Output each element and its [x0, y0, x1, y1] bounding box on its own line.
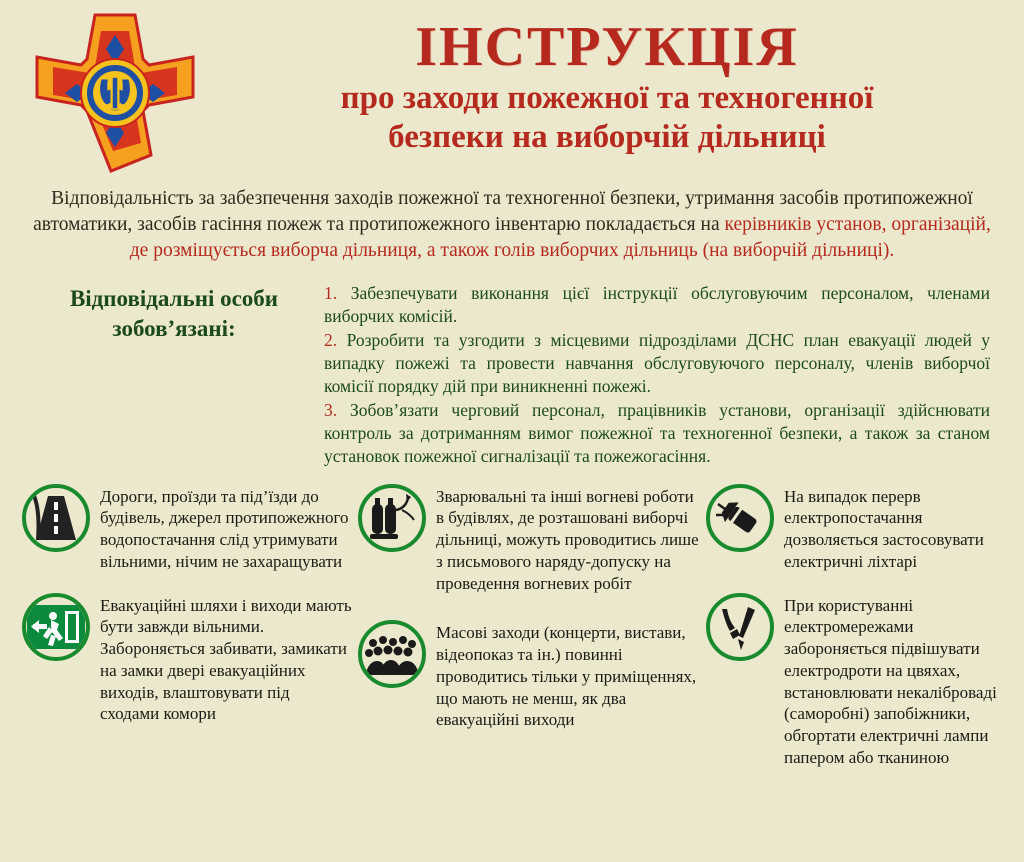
rules-column-1 [22, 484, 352, 789]
crowd-icon [358, 620, 426, 688]
responsible-item-1-number: 1. [324, 282, 338, 303]
rule-block-nail-wire [706, 593, 1002, 769]
emergency-exit-icon-wrap [22, 593, 92, 663]
rules-column-3 [706, 484, 1002, 789]
poster-header [0, 0, 1024, 180]
responsible-item-1-text: Забезпечувати виконання цієї інструкції обслуговуючим персоналом, членами виборчих комісій. [324, 282, 990, 326]
responsible-item-1 [324, 282, 990, 328]
flashlight-icon [706, 484, 774, 552]
responsible-list [324, 282, 1000, 470]
welding-equipment-icon-wrap [358, 484, 428, 554]
rule-block-emergency-exit [22, 593, 352, 726]
page-subtitle-line2: безпеки на виборчій дільниці [388, 118, 826, 155]
responsible-item-3-text: Зобов’язати черговий персонал, працівників установи, організації здійснювати контроль за дотриманням вимог пожежної та техногенної безпеки, а також за станом установок пожежної сигналізації та пожежогасіння. [324, 400, 990, 467]
responsible-heading-line2: зобов’язані: [112, 315, 236, 341]
dsns-emblem [20, 10, 210, 180]
rule-text-emergency-exit: Евакуаційні шляхи і виходи мають бути завжди вільними. Забороняється забивати, замикати на замки двері евакуаційних виходів, влаштовувати під сходами комори [100, 595, 352, 724]
responsible-section [24, 282, 1000, 470]
rule-block-road-access [22, 484, 352, 573]
responsible-heading [24, 282, 324, 470]
responsible-item-2-text: Розробити та узгодити з місцевими підрозділами ДСНС план евакуації людей у випадку пожежі та провести навчання обслуговуючого персоналу, членів виборчої комісії порядку дій при виникненні пожежі. [324, 329, 991, 397]
rule-block-flashlight [706, 484, 1002, 573]
rule-block-crowd [358, 620, 700, 731]
intro-highlight: керівників установ, організацій, де розміщується виборча дільниця, а також голів виборчих дільниць (на виборчій дільниці). [129, 213, 991, 261]
rule-block-welding [358, 484, 700, 595]
page-title: ІНСТРУКЦІЯ [415, 16, 799, 78]
intro-paragraph [28, 186, 996, 264]
flashlight-icon-wrap [706, 484, 776, 554]
responsible-item-3-number: 3. [324, 400, 338, 421]
responsible-heading-line1: Відповідальні особи [69, 285, 279, 311]
rules-columns [22, 484, 1002, 789]
responsible-item-2 [324, 329, 990, 398]
welding-equipment-icon [358, 484, 426, 552]
rules-column-2 [358, 484, 700, 789]
title-block [210, 10, 1004, 157]
rule-text-welding: Зварювальні та інші вогневі роботи в будівлях, де розташовані виборчі дільниці, можуть проводитись лише з письмового наряду-допуску на проведення вогневих робіт [436, 486, 699, 593]
nail-wire-prohibited-icon-wrap [706, 593, 776, 663]
nail-wire-prohibited-icon [706, 593, 774, 661]
rule-text-road-access: Дороги, проїзди та під’їзди до будівель, джерел протипожежного водопостачання слід утримувати вільними, нічим не захаращувати [100, 486, 349, 571]
emergency-exit-icon [22, 593, 90, 661]
road-access-icon-wrap [22, 484, 92, 554]
rule-text-crowd: Масові заходи (концерти, вистави, відеопоказ та ін.) повинні проводитись тільки у приміщеннях, що мають не менш, як два евакуаційні виходи [436, 623, 697, 730]
rule-text-flashlight: На випадок перерв електропостачання дозволяється застосовувати електричні ліхтарі [784, 486, 984, 571]
responsible-item-2-number: 2. [324, 329, 338, 350]
page-subtitle-line1: про заходи пожежної та техногенної [340, 79, 874, 116]
responsible-item-3 [324, 399, 990, 468]
crowd-icon-wrap [358, 620, 428, 690]
road-access-icon [22, 484, 90, 552]
rule-text-nail-wire: При користуванні електромережами забороняється підвішувати електродроти на цвяхах, встановлювати некаліброваді (саморобні) запобіжники, обгортати електричні лампи папером або тканиною [784, 595, 997, 767]
intro-text: Відповідальність за забезпечення заходів пожежної та техногенної безпеки, утримання засобів протипожежної автоматики, засобів гасіння пожеж та протипожежного інвентарю покладається на [33, 188, 973, 235]
